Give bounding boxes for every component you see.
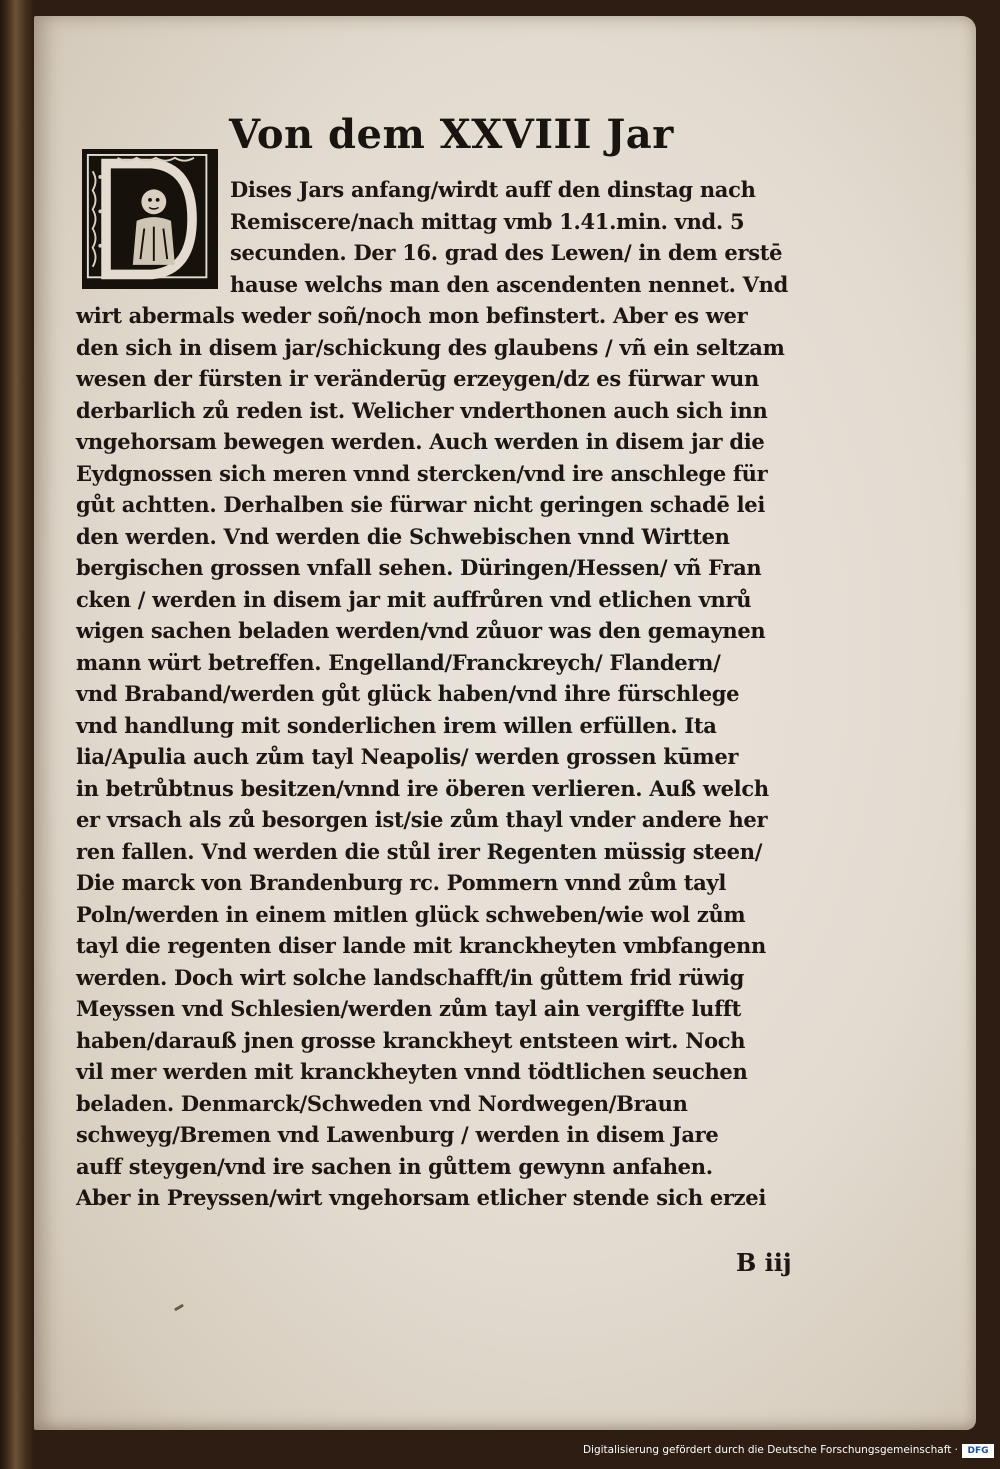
page-heading: Von dem XXVIII Jar	[229, 111, 674, 158]
text-line: werden. Doch wirt solche landschafft/in gůttem frid rüwig	[76, 964, 744, 990]
text-line: lia/Apulia auch zům tayl Neapolis/ werden grossen kūmer	[76, 744, 739, 769]
signature-mark: B iij	[736, 1248, 792, 1277]
text-line: gůt achtten. Derhalben sie fürwar nicht geringen schadē lei	[76, 492, 766, 517]
text-line: secunden. Der 16. grad des Lewen/ in dem erstē	[230, 240, 783, 265]
text-line: bergischen grossen vnfall sehen. Düringen/Hessen/ vñ Fran	[76, 555, 762, 580]
digitization-credit: Digitalisierung gefördert durch die Deutsche Forschungsgemeinschaft ·	[582, 1444, 958, 1456]
text-line: Poln/werden in einem mitlen glück schweben/wie wol zům	[76, 901, 746, 927]
text-line: auff steygen/vnd ire sachen in gůttem gewynn anfahen.	[76, 1153, 713, 1179]
text-line: Dises Jars anfang/wirdt auff den dinstag nach	[230, 177, 756, 202]
text-line: cken / werden in disem jar mit auffrůren vnd etlichen vnrů	[76, 586, 752, 612]
body-text	[76, 174, 836, 1214]
text-line: vnd handlung mit sonderlichen irem willen erfüllen. Ita	[76, 712, 717, 738]
text-line: schweyg/Bremen vnd Lawenburg / werden in disem Jare	[76, 1122, 719, 1147]
text-line: den werden. Vnd werden die Schwebischen vnnd Wirtten	[76, 523, 730, 549]
text-line: vngehorsam bewegen werden. Auch werden in disem jar die	[76, 429, 765, 454]
text-line: beladen. Denmarck/Schweden vnd Nordwegen/Braun	[76, 1090, 688, 1116]
text-line: in betrůbtnus besitzen/vnnd ire öberen verlieren. Auß welch	[76, 775, 769, 801]
text-line: ren fallen. Vnd werden die stůl irer Regenten müssig steen/	[76, 838, 763, 864]
text-line: haben/darauß jnen grosse kranckheyt entsteen wirt. Noch	[76, 1027, 746, 1053]
text-line: Remiscere/nach mittag vmb 1.41.min. vnd. 5	[230, 208, 745, 234]
text-line: er vrsach als zů besorgen ist/sie zům thayl vnder andere her	[76, 807, 768, 832]
text-line: wirt abermals weder soñ/noch mon befinstert. Aber es wer	[76, 303, 748, 328]
text-line: mann würt betreffen. Engelland/Franckreych/ Flandern/	[76, 649, 721, 675]
text-line: Aber in Preyssen/wirt vngehorsam etlicher stende sich erzei	[76, 1185, 767, 1210]
text-line: hause welchs man den ascendenten nennet. Vnd	[230, 271, 788, 297]
text-line: tayl die regenten diser lande mit kranckheyten vmbfangenn	[76, 933, 766, 958]
text-line: derbarlich zů reden ist. Welicher vnderthonen auch sich inn	[76, 397, 768, 423]
text-line: wigen sachen beladen werden/vnd zůuor was den gemaynen	[76, 618, 766, 643]
text-line: vnd Braband/werden gůt glück haben/vnd ihre fürschlege	[76, 681, 740, 706]
book-page	[34, 16, 976, 1430]
text-line: Die marck von Brandenburg rc. Pommern vnnd zům tayl	[76, 870, 726, 895]
text-line: wesen der fürsten ir veränderūg erzeygen/dz es fürwar wun	[76, 366, 759, 391]
text-line: den sich in disem jar/schickung des glaubens / vñ ein seltzam	[76, 334, 785, 360]
text-line: Meyssen vnd Schlesien/werden zům tayl ain vergiffte lufft	[76, 996, 741, 1021]
text-line: vil mer werden mit kranckheyten vnnd tödtlichen seuchen	[76, 1059, 748, 1084]
text-line: Eydgnossen sich meren vnnd stercken/vnd ire anschlege für	[76, 460, 768, 486]
ink-smudge	[174, 1304, 184, 1312]
dfg-logo: DFG	[962, 1444, 994, 1458]
